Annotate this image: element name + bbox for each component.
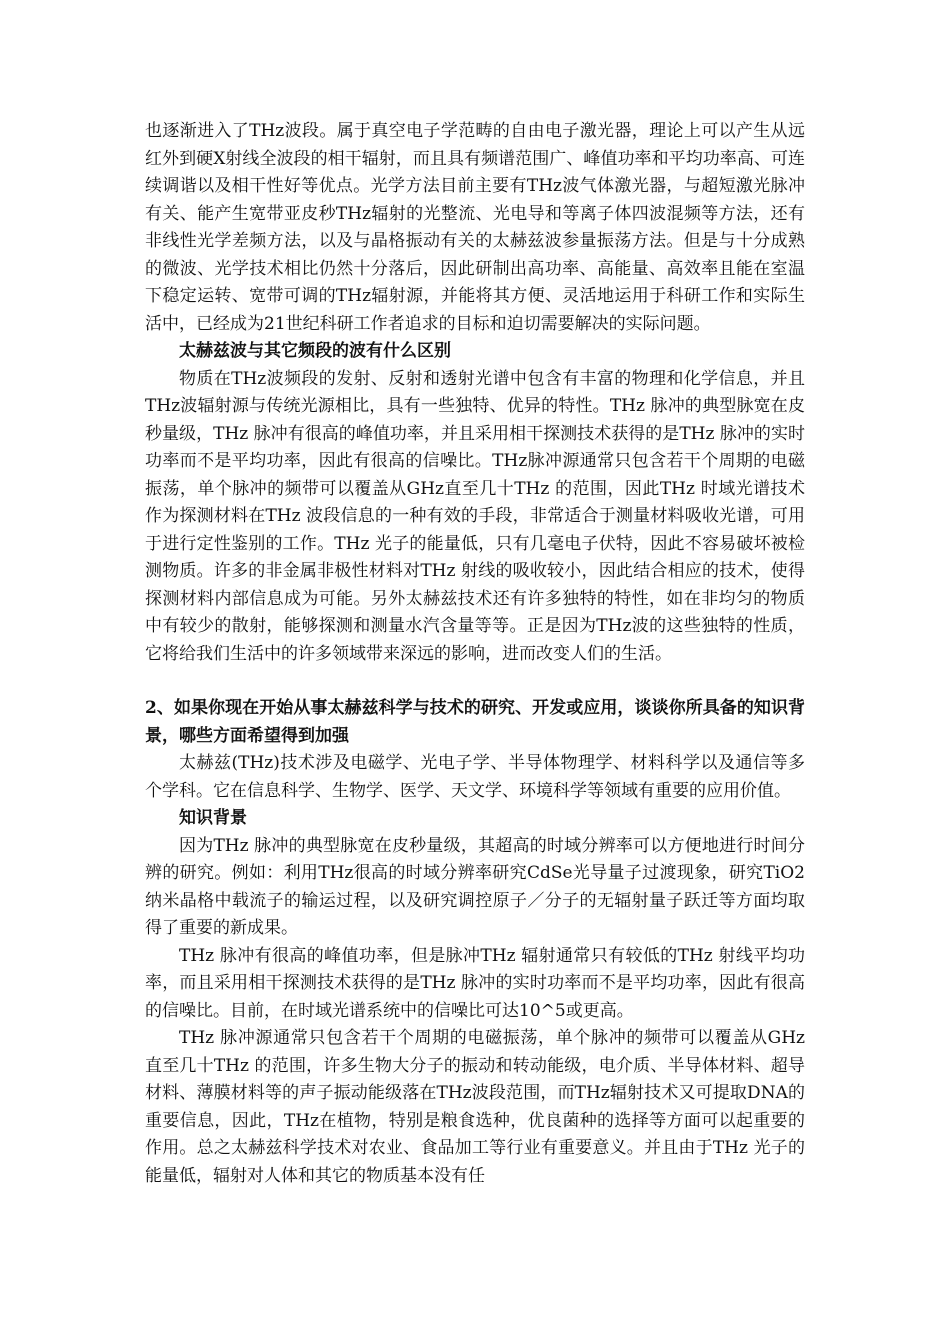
paragraph-background-2: THz 脉冲有很高的峰值功率，但是脉冲THz 辐射通常只有较低的THz 射线平均功率，而且采用相干探测技术获得的是THz 脉冲的实时功率而不是平均功率，因此有很高的信噪比。目前，在时域光谱系统中的信噪比可达10^5或更高。 bbox=[145, 945, 805, 1021]
paragraph-background-1: 因为THz 脉冲的典型脉宽在皮秒量级，其超高的时域分辨率可以方便地进行时间分辨的研究。例如：利用THz很高的时域分辨率研究CdSe光导量子过渡现象，研究TiO2纳米晶格中载流子的输运过程，以及研究调控原子／分子的无辐射量子跃迁等方面均取得了重要的新成果。 bbox=[145, 835, 805, 938]
document-body bbox=[145, 118, 805, 1190]
paragraph-intro: 也逐渐进入了THz波段。属于真空电子学范畴的自由电子激光器，理论上可以产生从远红外到硬X射线全波段的相干辐射，而且具有频谱范围广、峰值功率和平均功率高、可连续调谐以及相干性好等优点。光学方法目前主要有THz波气体激光器，与超短激光脉冲有关、能产生宽带亚皮秒THz辐射的光整流、光电导和等离子体四波混频等方法，还有非线性光学差频方法，以及与晶格振动有关的太赫兹波参量振荡方法。但是与十分成熟的微波、光学技术相比仍然十分落后，因此研制出高功率、高能量、高效率且能在室温下稳定运转、宽带可调的THz辐射源，并能将其方便、灵活地运用于科研工作和实际生活中，已经成为21世纪科研工作者追求的目标和迫切需要解决的实际问题。 bbox=[145, 121, 805, 334]
paragraph-thz-intro: 太赫兹(THz)技术涉及电磁学、光电子学、半导体物理学、材料科学以及通信等多个学科。它在信息科学、生物学、医学、天文学、环境科学等领域有重要的应用价值。 bbox=[145, 753, 805, 801]
paragraph-difference: 物质在THz波频段的发射、反射和透射光谱中包含有丰富的物理和化学信息，并且THz波辐射源与传统光源相比，具有一些独特、优异的特性。THz 脉冲的典型脉宽在皮秒量级，THz 脉冲有很高的峰值功率，并且采用相干探测技术获得的是THz 脉冲的实时功率而不是平均功率，因此有很高的信噪比。THz脉冲源通常只包含若干个周期的电磁振荡，单个脉冲的频带可以覆盖从GHz直至几十THz 的范围，因此THz 时域光谱技术作为探测材料在THz 波段信息的一种有效的手段，非常适合于测量材料吸收光谱，可用于进行定性鉴别的工作。THz 光子的能量低，只有几毫电子伏特，因此不容易破坏被检测物质。许多的非金属非极性材料对THz 射线的吸收较小，因此结合相应的技术，使得探测材料内部信息成为可能。另外太赫兹技术还有许多独特的特性，如在非均匀的物质中有较少的散射，能够探测和测量水汽含量等等。正是因为THz波的这些独特的性质，它将给我们生活中的许多领域带来深远的影响，进而改变人们的生活。 bbox=[145, 368, 805, 664]
heading-difference: 太赫兹波与其它频段的波有什么区别 bbox=[179, 341, 451, 361]
heading-background: 知识背景 bbox=[179, 808, 247, 828]
paragraph-background-3: THz 脉冲源通常只包含若干个周期的电磁振荡，单个脉冲的频带可以覆盖从GHz 直至几十THz 的范围，许多生物大分子的振动和转动能级，电介质、半导体材料、超导材料、薄膜材料等的声子振动能级落在THz波段范围，而THz辐射技术又可提取DNA的重要信息，因此，THz在植物，特别是粮食选种，优良菌种的选择等方面可以起重要的作用。总之太赫兹科学技术对农业、食品加工等行业有重要意义。并且由于THz 光子的能量低，辐射对人体和其它的物质基本没有任 bbox=[145, 1028, 805, 1186]
question-2-heading: 2、如果你现在开始从事太赫兹科学与技术的研究、开发或应用，谈谈你所具备的知识背景，哪些方面希望得到加强 bbox=[145, 698, 805, 746]
